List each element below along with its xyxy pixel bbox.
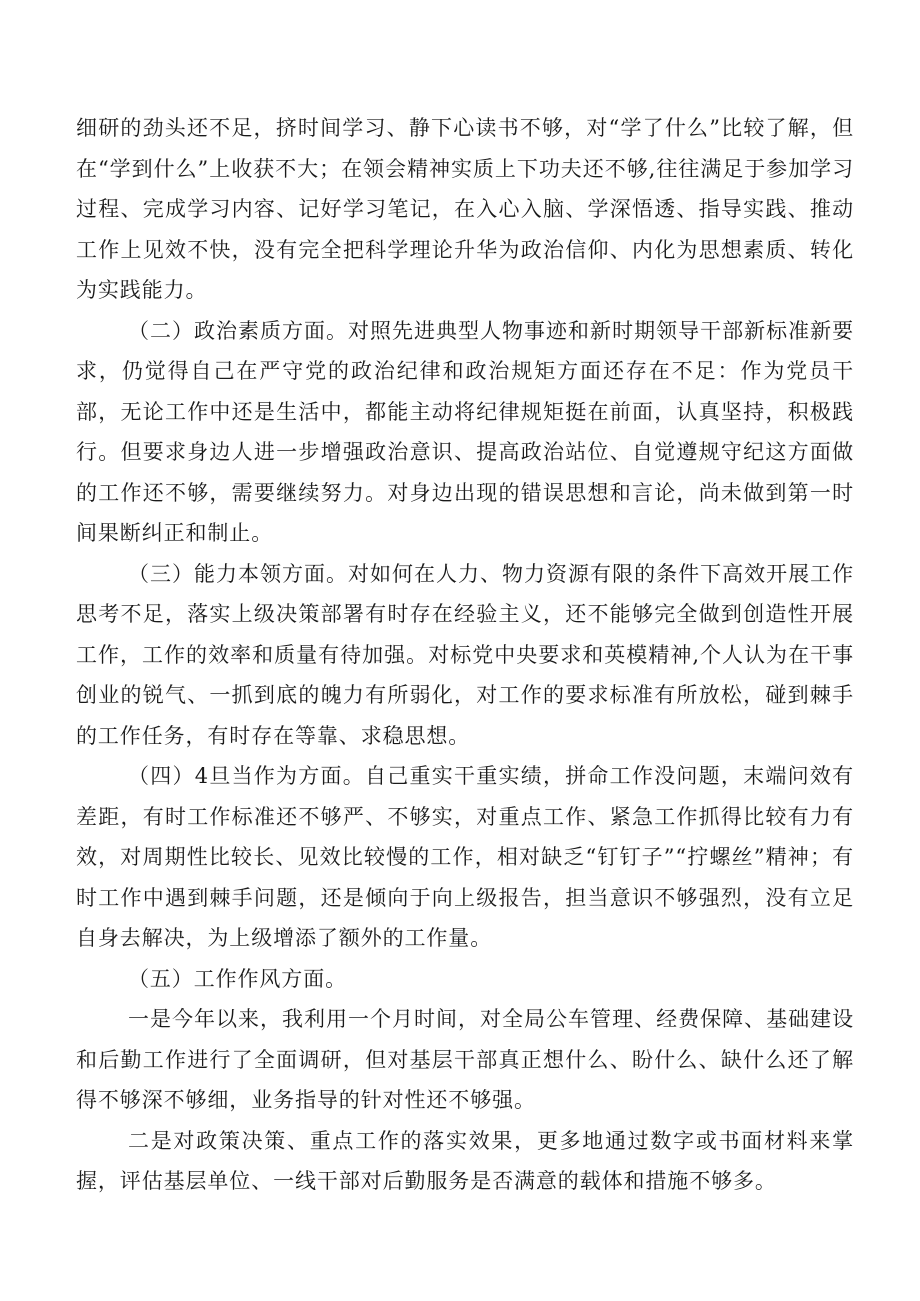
paragraph-work-style-point-one: 一是今年以来，我利用一个月时间，对全局公车管理、经费保障、基础建设和后勤工作进行了全面调研，但对基层干部真正想什么、盼什么、缺什么还了解得不够深不够细，业务指导的针对性还不够强。 [76, 1007, 854, 1112]
paragraph-study-continuation: 细研的劲头还不足，挤时间学习、静下心读书不够，对“学了什么”比较了解，但在“学到什么”上收获不大；在领会精神实质上下功夫还不够,往往满足于参加学习过程、完成学习内容、记好学习笔记，在入心入脑、学深悟透、指导实践、推动工作上见效不快，没有完全把科学理论升华为政治信仰、内化为思想素质、转化为实践能力。 [76, 116, 854, 302]
paragraph-responsibility: （四）4旦当作为方面。自己重实干重实绩，拼命工作没问题，末端问效有差距，有时工作标准还不够严、不够实，对重点工作、紧急工作抓得比较有力有效，对周期性比较长、见效比较慢的工作，相对缺乏“钉钉子”“拧螺丝”精神；有时工作中遇到棘手问题，还是倾向于向上级报告，担当意识不够强烈，没有立足自身去解决，为上级增添了额外的工作量。 [76, 764, 854, 950]
paragraph-work-style-heading: （五）工作作风方面。 [128, 966, 347, 991]
paragraph-work-style-point-two: 二是对政策决策、重点工作的落实效果，更多地通过数字或书面材料来掌握，评估基层单位、一线干部对后勤服务是否满意的载体和措施不够多。 [76, 1128, 854, 1193]
paragraph-capability: （三）能力本领方面。对如何在人力、物力资源有限的条件下高效开展工作思考不足，落实上级决策部署有时存在经验主义，还不能够完全做到创造性开展工作，工作的效率和质量有待加强。对标党中央要求和英模精神,个人认为在干事创业的锐气、一抓到底的魄力有所弱化，对工作的要求标准有所放松，碰到棘手的工作任务，有时存在等靠、求稳思想。 [76, 561, 854, 748]
paragraph-political-quality: （二）政治素质方面。对照先进典型人物事迹和新时期领导干部新标准新要求，仍觉得自己在严守党的政治纪律和政治规矩方面还存在不足：作为党员干部，无论工作中还是生活中，都能主动将纪律规矩挺在前面，认真坚持，积极践行。但要求身边人进一步增强政治意识、提高政治站位、自觉遵规守纪这方面做的工作还不够，需要继续努力。对身边出现的错误思想和言论，尚未做到第一时间果断纠正和制止。 [76, 318, 854, 545]
document-body [76, 108, 854, 1202]
